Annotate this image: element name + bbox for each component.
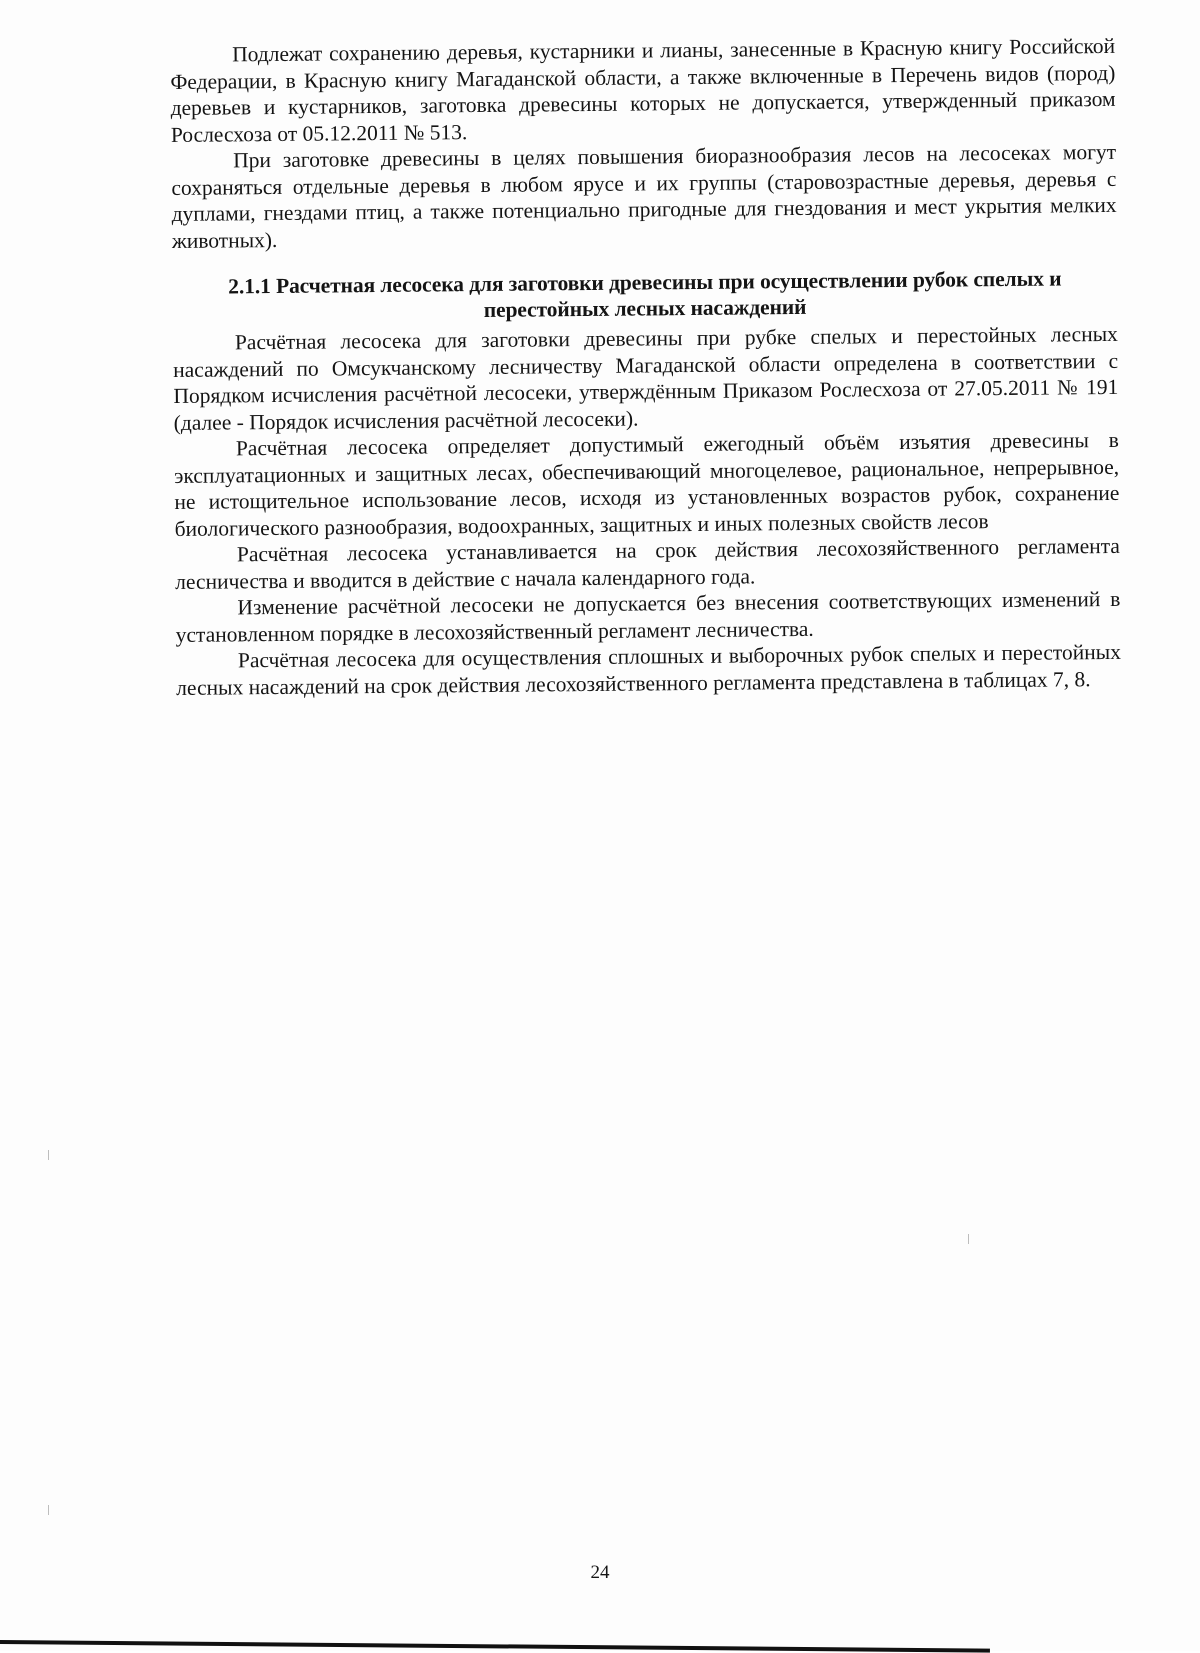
allowable-cut-section <box>173 321 1122 701</box>
paragraph-protected-species: Подлежат сохранению деревья, кустарники и лианы, занесенные в Красную книгу Российской Федерации, в Красную книгу Магаданской области, а также включенные в Перечень видов (пород) деревьев и кустарников, заготовка древесины которых не допускается, утвержденный приказом Рослесхоза от 05.12.2011 № 513. <box>170 33 1116 147</box>
page-content <box>170 33 1121 701</box>
paragraph-changes: Изменение расчётной лесосеки не допускается без внесения соответствующих изменений в установленном порядке в лесохозяйственный регламент лесничества. <box>175 586 1121 647</box>
paragraph-biodiversity: При заготовке древесины в целях повышения биоразнообразия лесов на лесосеках могут сохраняться отдельные деревья в любом ярусе и их группы (старовозрастные деревья, деревья с дуплами, гнездами птиц, а также потенциально пригодные для гнездования и мест укрытия мелких животных). <box>171 139 1117 253</box>
page-number: 24 <box>590 1562 610 1583</box>
paragraph-validity-period: Расчётная лесосека устанавливается на срок действия лесохозяйственного регламента лесничества и вводится в действие с начала календарного года. <box>175 533 1120 594</box>
scan-speck <box>48 1505 49 1515</box>
paragraph-tables-reference: Расчётная лесосека для осуществления сплошных и выборочных рубок спелых и перестойных лесных насаждений на срок действия лесохозяйственного регламента представлена в таблицах 7, 8. <box>176 639 1122 700</box>
scan-speck <box>48 1150 49 1160</box>
section-heading: 2.1.1 Расчетная лесосека для заготовки древесины при осуществлении рубок спелых и перестойных лесных насаждений <box>228 266 1062 322</box>
intro-section <box>170 33 1117 254</box>
paragraph-allowable-cut-definition: Расчётная лесосека для заготовки древесины при рубке спелых и перестойных лесных насаждений по Омсукчанскому лесничеству Магаданской области определена в соответствии с Порядком исчисления расчётной лесосеки, утверждённым Приказом Рослесхоза от 27.05.2011 № 191 (далее - Порядок исчисления расчётной лесосеки). <box>173 321 1119 435</box>
paragraph-annual-volume: Расчётная лесосека определяет допустимый ежегодный объём изъятия древесины в эксплуатационных и защитных лесах, обеспечивающий многоцелевое, рациональное, непрерывное, не истощительное использование лесов, исходя из установленных возрастов рубок, сохранение биологического разнообразия, водоохранных, защитных и иных полезных свойств лесов <box>174 427 1120 541</box>
scan-speck <box>968 1234 969 1244</box>
